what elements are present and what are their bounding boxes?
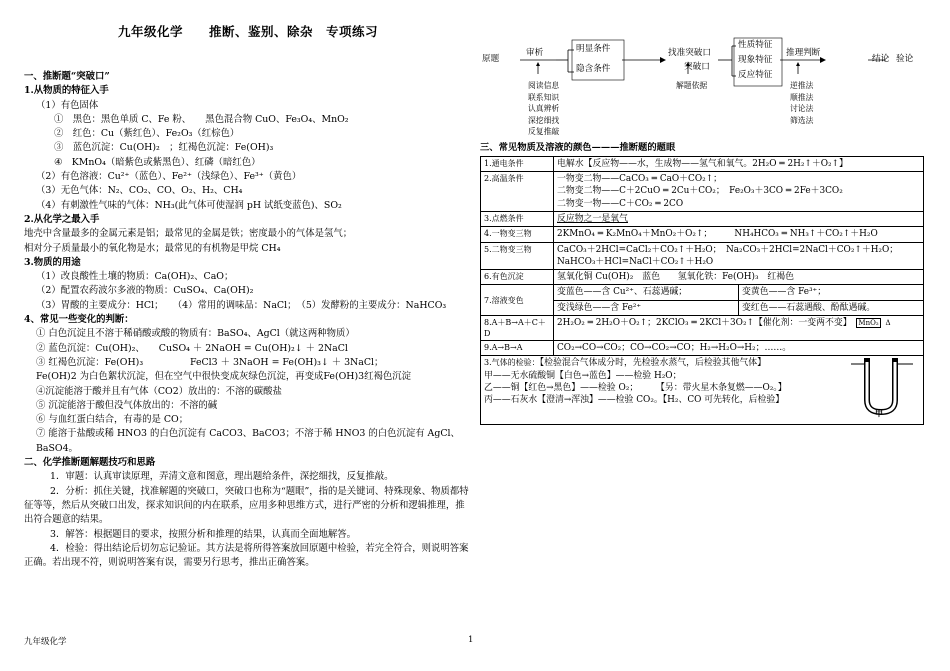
item: Fe(OH)2 为白色絮状沉淀，但在空气中很快变成灰绿色沉淀，再变成Fe(OH)3红褐色沉淀 (36, 371, 411, 383)
item: ⑦ 能溶于盐酸或稀 HNO3 的白色沉淀有 CaCO3、BaCO3；不溶于稀 HNO3 的白色沉淀有 AgCl、BaSO4。 (36, 428, 460, 454)
subsection-heading: 1.从物质的特征入手 (24, 85, 109, 97)
flow-node-yinhan: 隐含条件 (576, 64, 611, 74)
flow-node-yuanti: 原题 (482, 54, 500, 64)
row-value (554, 172, 924, 212)
row-key: 6.有色沉淀 (481, 270, 554, 285)
item: （4）有刺激性气味的气体：NH₃(此气体可使湿润 pH 试纸变蓝色)、SO₂ (36, 199, 342, 211)
table-row (481, 270, 924, 285)
flow-node-tuili: 推理判断 (786, 48, 821, 58)
color-cell: 变红色——石蕊遇酸、酚酞遇碱。 (742, 302, 876, 313)
item: ① 白色沉淀且不溶于稀硝酸或酸的物质有：BaSO₄、AgCl（就这两种物质） (36, 328, 355, 340)
table-row (481, 242, 924, 270)
row-value: 氢氧化铜 Cu(OH)₂ 蓝色 氢氧化铁：Fe(OH)₃ 红褐色 (554, 270, 924, 285)
flow-node-zhaozhun: 找准突破口 (668, 48, 711, 58)
table-row (481, 156, 924, 171)
item: ② 红色：Cu（紫红色）、Fe₂O₃（红棕色） (54, 128, 240, 140)
subsection-heading: 3.物质的用途 (24, 256, 81, 268)
row-key: 3.点燃条件 (481, 211, 554, 226)
table-row (481, 211, 924, 226)
color-cell: 变浅绿色——含 Fe²⁺ (554, 301, 739, 315)
item: ① 黑色：黑色单质 C、Fe 粉、 黑色混合物 CuO、Fe₃O₄、MnO₂ (54, 113, 349, 125)
u-tube-label: 甲 (875, 408, 883, 419)
item: ③ 红褐色沉淀：Fe(OH)₃ FeCl3 ＋ 3NaOH = Fe(OH)₃↓ ＋ 3NaCl； (36, 356, 384, 368)
flow-note: 筛选法 (790, 115, 814, 125)
section-heading: 一、推断题“突破口” (24, 71, 110, 82)
flow-node-xianxiang: 现象特征 (738, 55, 773, 65)
row-key: 7.溶液变色 (481, 285, 554, 316)
row-line: NaHCO₃＋HCl=NaCl＋CO₂↑＋H₂O (557, 256, 714, 267)
section-heading: 二、化学推断题解题技巧和思路 (24, 457, 156, 469)
document-title: 九年级化学 推断、鉴别、除杂 专项练习 (117, 24, 378, 39)
flow-notes-right (790, 80, 813, 126)
row-value: 2KMnO₄ ═ K₂MnO₄＋MnO₂＋O₂↑； NH₄HCO₃ ═ NH₃↑＋CO₂↑＋H₂O (554, 227, 924, 242)
row-value (554, 315, 924, 340)
properties-table (480, 156, 924, 425)
flow-note: 阅读信息 (528, 81, 560, 90)
table-row (481, 340, 924, 355)
row-key: 5.二物变三物 (481, 242, 554, 270)
item: ⑥ 与血红蛋白结合，有毒的是 CO； (36, 414, 189, 426)
table-row (481, 315, 924, 340)
flow-node-tupo: 突破口 (684, 62, 710, 72)
table-row (481, 356, 924, 425)
flow-note: 反复推敲 (528, 127, 560, 137)
flow-node-fanying: 反应特征 (738, 70, 773, 80)
item: ④ KMnO₄（暗紫色或紫黑色）、红磷（暗红色） (54, 156, 261, 168)
flow-diagram (480, 36, 924, 140)
flow-node-mingxian: 明显条件 (576, 44, 611, 54)
flow-note: 逆推法 (790, 81, 814, 90)
paragraph: 2．分析：抓住关键，找准解题的突破口，突破口也称为“题眼”，指的是关键词、特殊现象、物质都特征等等，然后从突破口出发，探求知识间的内在联系，应用多种思维方式，进行严密的分析和逻辑推理，推出符合题意的结果。 (24, 485, 469, 526)
row-line: 2H₂O₂ ═ 2H₂O＋O₂↑；2KClO₃ ═ 2KCl＋3O₂↑【催化剂：一变两不变】 (557, 317, 852, 328)
row-line: 二物变二物——C＋2CuO ═ 2Cu＋CO₂； Fe₂O₃＋3CO ═ 2Fe＋3CO₂ (557, 186, 843, 197)
flow-note: 讨论法 (790, 104, 814, 114)
item: ② 蓝色沉淀：Cu(OH)₂、 CuSO₄ ＋ 2NaOH = Cu(OH)₂↓ ＋ 2NaCl (36, 342, 348, 354)
catalyst-label: MnO₂ (858, 318, 879, 327)
item: （3）胃酸的主要成分：HCl； （4）常用的调味品：NaCl； （5）发酵粉的主要成分：NaHCO₃ (36, 299, 447, 311)
flow-note-mid: 解题依据 (676, 81, 708, 90)
row-line: 甲——无水硫酸铜【白色→蓝色】——检验 H₂O； (484, 370, 682, 381)
row-line: 二物变一物——C＋CO₂ ═ 2CO (557, 198, 684, 209)
row-key: 2.高温条件 (481, 172, 554, 212)
paragraph: 4．检验：得出结论后切勿忘记验证。其方法是将所得答案放回原题中检验，若完全符合，则说明答案正确。若出现不符，则说明答案有误，需要另行思考，推出正确答案。 (24, 542, 469, 569)
color-cell: 变蓝色——含 Cu²⁺、石蕊遇碱； (554, 285, 739, 299)
heat-label: Δ (885, 318, 891, 327)
section-heading: 三、常见物质及溶液的颜色———推断题的题眼 (480, 142, 676, 153)
row-key: 4.一物变三物 (481, 227, 554, 242)
row-line: 【检验混合气体成分时，先检验水蒸气，后检验其他气体】 (539, 358, 766, 369)
color-grid-row (554, 301, 923, 315)
table-row (481, 285, 924, 316)
row-line: 一物变二物——CaCO₃ ═ CaO＋CO₂↑； (557, 174, 722, 185)
row-value: 反应物之一是氧气 (554, 211, 924, 226)
flow-node-shenxi: 审析 (526, 48, 544, 58)
row-value: 电解水【反应物——水，生成物——氢气和氧气。2H₂O ═ 2H₂↑＋O₂↑】 (554, 156, 924, 171)
color-grid-row (554, 285, 923, 300)
flow-note: 深挖细找 (528, 115, 560, 125)
item: ⑤ 沉淀能溶于酸但没气体放出的：不溶的碱 (36, 399, 218, 411)
subsection-heading: 2.从化学之最入手 (24, 213, 100, 225)
flow-node-xingzhi: 性质特征 (738, 40, 773, 50)
item: ③ 蓝色沉淀：Cu(OH)₂ ；红褐色沉淀：Fe(OH)₃ (54, 142, 274, 154)
item: 地壳中含量最多的金属元素是铝；最常见的金属是铁；密度最小的气体是氢气； (24, 228, 353, 240)
item: （2）配置农药波尔多液的物质：CuSO₄、Ca(OH)₂ (36, 285, 254, 297)
item: 相对分子质量最小的氧化物是水；最常见的有机物是甲烷 CH₄ (24, 242, 281, 254)
flow-note: 顺推法 (790, 92, 814, 102)
row-line: CaCO₃＋2HCl=CaCl₂＋CO₂↑＋H₂O； Na₂CO₃＋2HCl=2NaCl＋CO₂↑＋H₂O； (557, 244, 899, 255)
item: ④沉淀能溶于酸并且有气体（CO2）放出的：不溶的碳酸盐 (36, 385, 282, 397)
item: （1）改良酸性土壤的物质：Ca(OH)₂、CaO； (36, 271, 234, 283)
row-value (554, 285, 924, 316)
row-line: 丙——石灰水【澄清→浑浊】——检验 CO₂。【H₂、CO 可先转化，后检验】 (484, 395, 785, 406)
row-key: 3.气体的检验： (484, 358, 540, 368)
paragraph: 3．解答：根据题目的要求，按照分析和推理的结果，认真而全面地解答。 (50, 528, 356, 540)
row-key: 1.通电条件 (481, 156, 554, 171)
row-value: CO₂→CO→CO₂；CO→CO₂→CO；H₂→H₂O→H₂；……。 (554, 340, 924, 355)
page-number: 1 (468, 635, 474, 645)
subsection-heading: 4、常见一些变化的判断： (24, 314, 134, 326)
item: （1）有色固体 (36, 99, 99, 111)
flow-note: 联系知识 (528, 92, 560, 102)
right-column (480, 36, 924, 425)
flow-node-yanzheng: 验论 (896, 54, 914, 64)
gas-test-cell (481, 356, 924, 425)
row-line: 乙——铜【红色→黑色】——检验 O₂； 【另：带火星木条复燃——O₂。】 (484, 382, 787, 393)
flow-notes-left (528, 80, 559, 138)
flow-node-jielun: 结论 (872, 54, 890, 64)
row-value (554, 242, 924, 270)
footer-text: 九年级化学 (24, 637, 67, 647)
paragraph: 1．审题：认真审读原理，弄清文意和图意，理出题给条件，深挖细找，反复推敲。 (50, 471, 394, 483)
left-column (24, 70, 472, 570)
table-row (481, 227, 924, 242)
flow-note: 认真辨析 (528, 104, 560, 114)
item: （3）无色气体：N₂、CO₂、CO、O₂、H₂、CH₄ (36, 185, 243, 197)
table-row (481, 172, 924, 212)
row-key: 8.A＋B→A＋C＋D (481, 315, 554, 340)
item: （2）有色溶液：Cu²⁺（蓝色）、Fe²⁺（浅绿色）、Fe³⁺（黄色） (36, 171, 302, 183)
color-cell: 变黄色——含 Fe³⁺； (742, 287, 827, 298)
row-key: 9.A→B→A (481, 340, 554, 355)
u-tube-illustration (847, 356, 917, 422)
